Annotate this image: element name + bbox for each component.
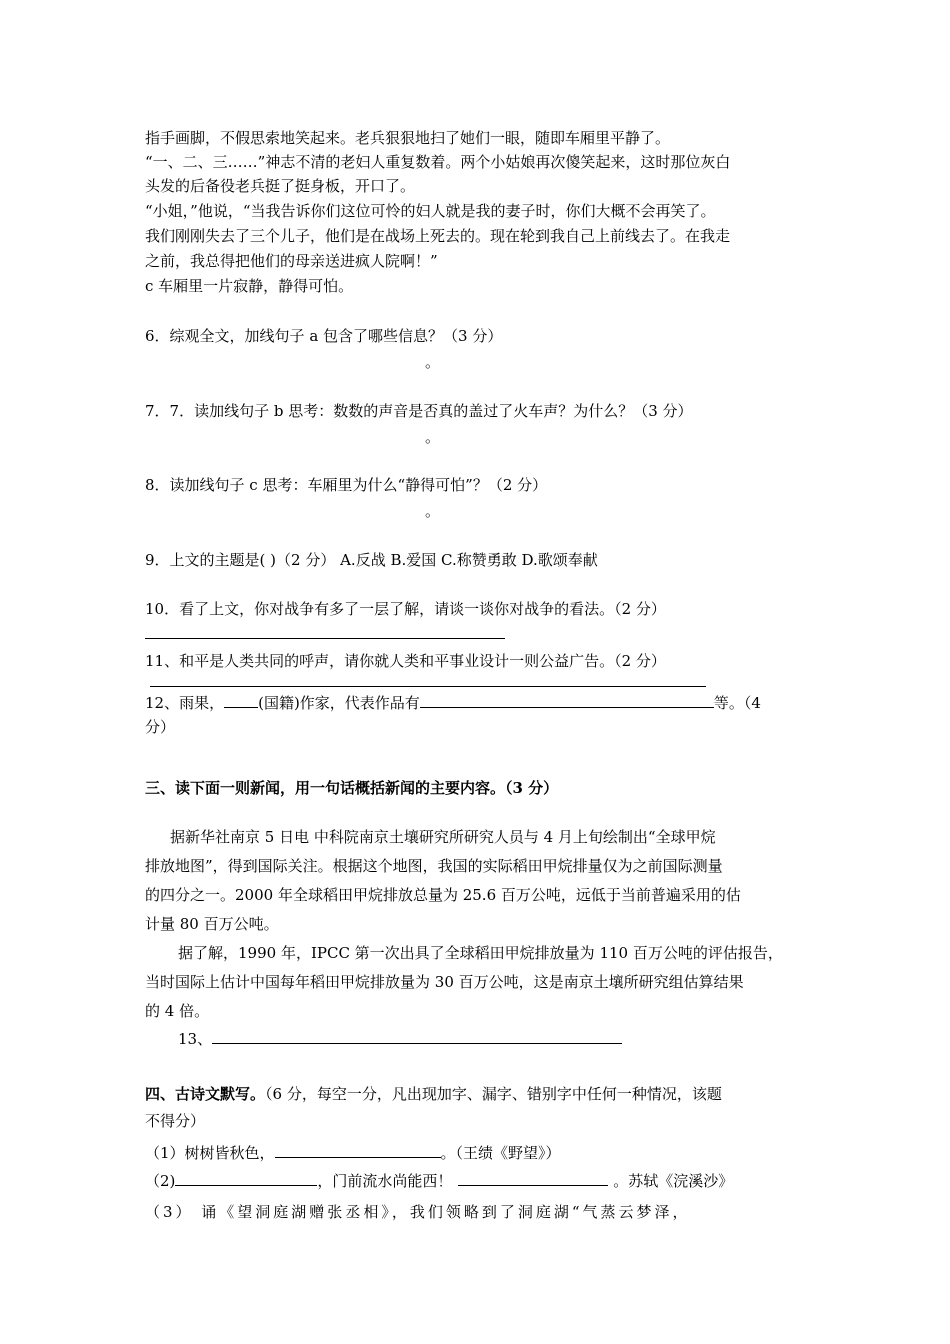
question-11: 11、和平是人类共同的呼声，请你就人类和平事业设计一则公益广告。（2 分） (145, 652, 666, 670)
section-4-heading-cont: 不得分） (145, 1112, 206, 1130)
news-line: 的 4 倍。 (145, 1002, 210, 1020)
passage-line: “一、二、三……”神志不清的老妇人重复数着。两个小姑娘再次傻笑起来，这时那位灰白 (145, 153, 731, 171)
nationality-blank[interactable] (224, 692, 258, 708)
poem-blank[interactable] (175, 1170, 317, 1186)
question-7: 7．7．读加线句子 b 思考：数数的声音是否真的盖过了火车声？为什么？（3 分） (145, 402, 693, 420)
question-9: 9．上文的主题是( )（2 分） A.反战 B.爱国 C.称赞勇敢 D.歌颂奉献 (145, 551, 598, 569)
passage-line: 指手画脚，不假思索地笑起来。老兵狠狠地扫了她们一眼，随即车厢里平静了。 (145, 129, 671, 147)
works-blank[interactable] (420, 692, 714, 708)
passage-line: 头发的后备役老兵挺了挺身板，开口了。 (145, 177, 416, 195)
question-8: 8．读加线句子 c 思考：车厢里为什么“静得可怕”？（2 分） (145, 476, 548, 494)
question-12 (145, 692, 810, 714)
news-line: 计量 80 百万公吨。 (145, 915, 279, 933)
section-4-instructions: （6 分，每空一分，凡出现加字、漏字、错别字中任何一种情况，该题 (265, 1085, 722, 1103)
poem-item-2 (145, 1170, 810, 1192)
poem-text: （1）树树皆秋色， (145, 1144, 275, 1162)
question-13 (178, 1028, 628, 1050)
news-line: 当时国际上估计中国每年稻田甲烷排放量为 30 百万公吨，这是南京土壤所研究组估算结果 (145, 973, 744, 991)
passage-line: 我们刚刚失去了三个儿子，他们是在战场上死去的。现在轮到我自己上前线去了。在我走 (145, 227, 731, 245)
q13-label: 13、 (178, 1030, 213, 1048)
news-line: 据了解，1990 年，IPCC 第一次出具了全球稻田甲烷排放量为 110 百万公吨的评估报告， (178, 944, 783, 962)
answer-period: 。 (425, 353, 441, 371)
question-10: 10．看了上文，你对战争有多了一层了解，请谈一谈你对战争的看法。（2 分） (145, 600, 666, 618)
question-6: 6．综观全文，加线句子 a 包含了哪些信息？（3 分） (145, 327, 503, 345)
passage-line: “小姐，”他说，“当我告诉你们这位可怜的妇人就是我的妻子时，你们大概不会再笑了。 (145, 202, 716, 220)
passage-line: c 车厢里一片寂静，静得可怕。 (145, 277, 354, 295)
answer-line[interactable] (145, 638, 505, 639)
q12-text: (国籍)作家，代表作品有 (258, 694, 420, 712)
summary-blank[interactable] (212, 1028, 622, 1044)
poem-text: ，门前流水尚能西！ (317, 1172, 453, 1190)
section-4-title: 四、古诗文默写。 (145, 1085, 266, 1103)
news-line: 据新华社南京 5 日电 中科院南京土壤研究所研究人员与 4 月上旬绘制出“全球甲烷 (170, 828, 716, 846)
answer-line[interactable] (150, 686, 706, 687)
passage-line: 之前，我总得把他们的母亲送进疯人院啊！” (145, 252, 438, 270)
q12-text: 等。（4 (713, 694, 761, 712)
poem-item-1 (145, 1142, 810, 1164)
answer-period: 。 (425, 502, 441, 520)
question-12-cont: 分） (145, 718, 176, 736)
poem-text: 。（王绩《野望》） (440, 1144, 561, 1162)
news-line: 的四分之一。2000 年全球稻田甲烷排放总量为 25.6 百万公吨，远低于当前普遍采用的估 (145, 886, 741, 904)
poem-text: （2) (145, 1172, 176, 1190)
section-4-heading (145, 1083, 810, 1105)
answer-period: 。 (425, 428, 441, 446)
q12-text: 12、雨果， (145, 694, 225, 712)
section-3-heading: 三、读下面一则新闻，用一句话概括新闻的主要内容。（3 分） (145, 779, 559, 797)
news-line: 排放地图”，得到国际关注。根据这个地图，我国的实际稻田甲烷排量仅为之前国际测量 (145, 857, 723, 875)
poem-blank[interactable] (458, 1170, 608, 1186)
poem-item-3: （3） 诵《望洞庭湖赠张丞相》，我们领略到了洞庭湖“气蒸云梦泽， (145, 1203, 691, 1221)
poem-blank[interactable] (275, 1142, 441, 1158)
poem-text: 。苏轼《浣溪沙》 (608, 1172, 734, 1190)
